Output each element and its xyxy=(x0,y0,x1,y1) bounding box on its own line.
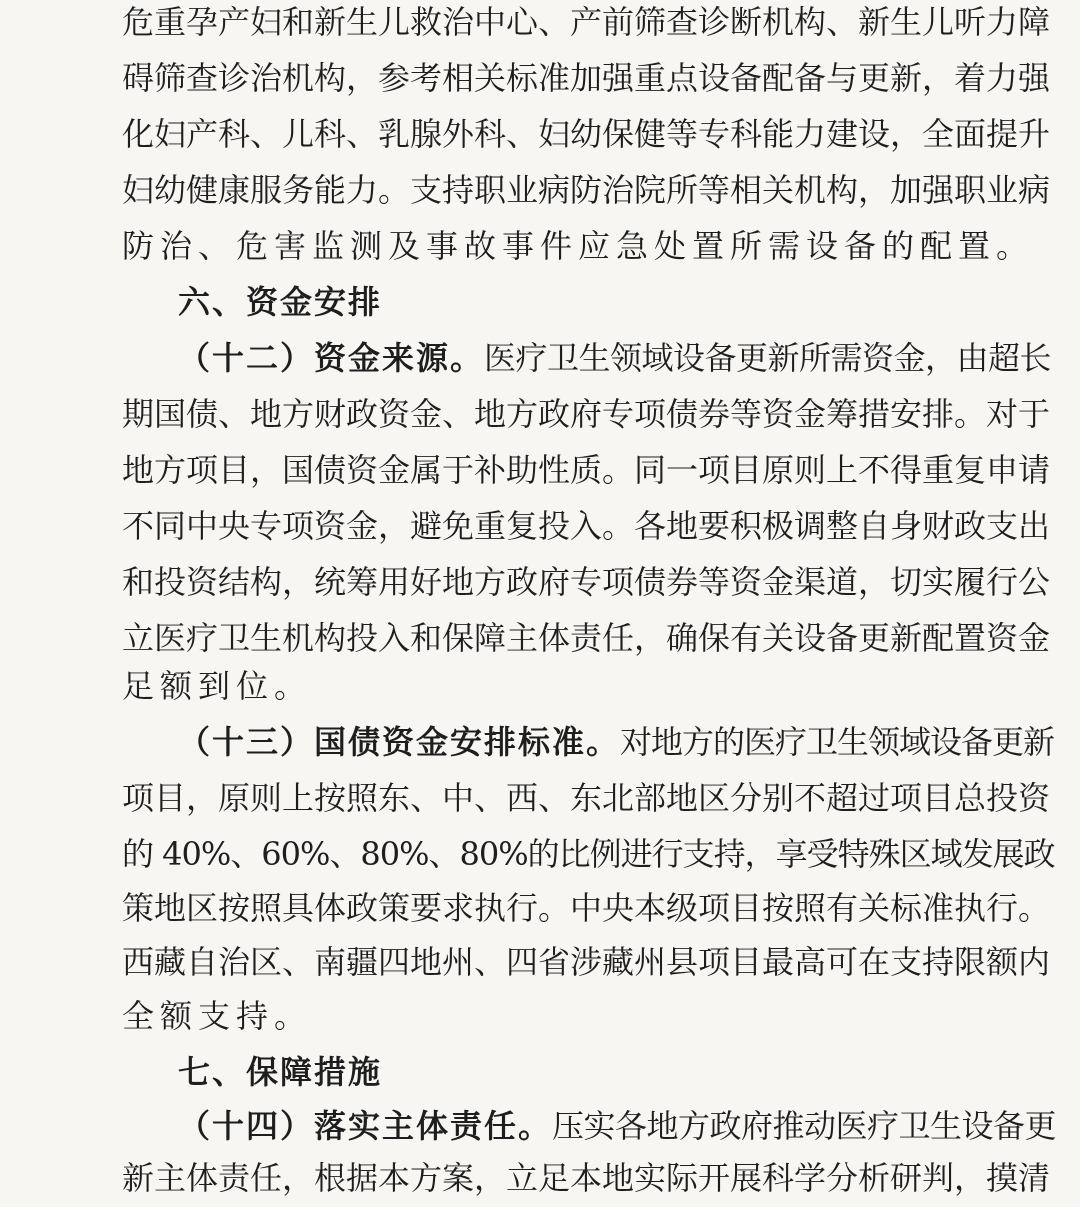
paragraph-text: 医疗卫生领域设备更新所需资金，由超长 xyxy=(484,339,1052,377)
paragraph-text: 对地方的医疗卫生领域设备更新 xyxy=(620,723,1055,761)
paragraph-line: 项目，原则上按照东、中、西、东北部地区分别不超过项目总投资 xyxy=(122,779,1051,817)
paragraph-line: 的 40%、60%、80%、80%的比例进行支持，享受特殊区域发展政 xyxy=(122,835,1055,873)
paragraph-line: 妇幼健康服务能力。支持职业病防治院所等相关机构，加强职业病 xyxy=(122,171,1051,209)
paragraph-line: 新主体责任，根据本方案，立足本地实际开展科学分析研判，摸清 xyxy=(122,1159,1051,1197)
paragraph-line: 全额支持。 xyxy=(122,997,313,1035)
section-heading: 七、保障措施 xyxy=(178,1053,383,1091)
paragraph-line: 西藏自治区、南疆四地州、四省涉藏州县项目最高可在支持限额内 xyxy=(122,943,1051,981)
paragraph-text: 压实各地方政府推动医疗卫生设备更 xyxy=(552,1107,1057,1145)
paragraph-first-line xyxy=(178,722,1054,762)
paragraph-line: 防治、危害监测及事故事件应急处置所需设备的配置。 xyxy=(122,227,1035,265)
paragraph-line: 立医疗卫生机构投入和保障主体责任，确保有关设备更新配置资金 xyxy=(122,619,1051,657)
section-heading: 六、资金安排 xyxy=(178,283,383,321)
paragraph-line: 期国债、地方财政资金、地方政府专项债券等资金筹措安排。对于 xyxy=(122,395,1051,433)
item-label: （十二）资金来源。 xyxy=(178,339,485,377)
paragraph-first-line xyxy=(178,338,1051,378)
paragraph-line: 不同中央专项资金，避免重复投入。各地要积极调整自身财政支出 xyxy=(122,507,1051,545)
paragraph-line: 策地区按照具体政策要求执行。中央本级项目按照有关标准执行。 xyxy=(122,889,1051,927)
paragraph-line: 危重孕产妇和新生儿救治中心、产前筛查诊断机构、新生儿听力障 xyxy=(122,3,1051,41)
paragraph-line: 碍筛查诊治机构，参考相关标准加强重点设备配备与更新，着力强 xyxy=(122,59,1051,97)
item-label: （十三）国债资金安排标准。 xyxy=(178,723,621,761)
paragraph-line: 化妇产科、儿科、乳腺外科、妇幼保健等专科能力建设，全面提升 xyxy=(122,115,1051,153)
paragraph-first-line xyxy=(178,1106,1056,1146)
item-label: （十四）落实主体责任。 xyxy=(178,1107,553,1145)
paragraph-line: 和投资结构，统筹用好地方政府专项债券等资金渠道，切实履行公 xyxy=(122,563,1051,601)
paragraph-line: 足额到位。 xyxy=(122,667,313,705)
paragraph-line: 地方项目，国债资金属于补助性质。同一项目原则上不得重复申请 xyxy=(122,451,1051,489)
